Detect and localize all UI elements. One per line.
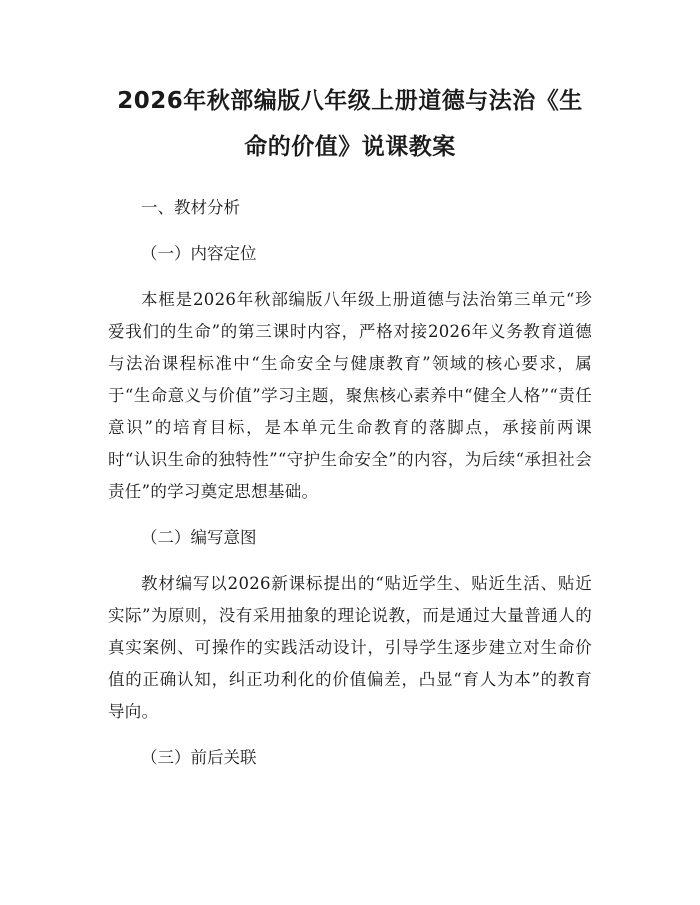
title-line-1: 2026年秋部编版八年级上册道德与法治《生 [117,88,583,114]
section-heading-textbook-analysis: 一、教材分析 [141,198,240,217]
paragraph-content-positioning: 本框是2026年秋部编版八年级上册道德与法治第三单元“珍爱我们的生命”的第三课时内容，严格对接2026年义务教育道德与法治课程标准中“生命安全与健康教育”领域的核心要求，属于“生命意义与价值”学习主题，聚焦核心素养中“健全人格”“责任意识”的培育目标，是本单元生命教育的落脚点，承接前两课时“认识生命的独特性”“守护生命安全”的内容，为后续“承担社会责任”的学习奠定思想基础。 [108,290,592,501]
paragraph-writing-intent: 教材编写以2026新课标提出的“贴近学生、贴近生活、贴近实际”为原则，没有采用抽象的理论说教，而是通过大量普通人的真实案例、可操作的实践活动设计，引导学生逐步建立对生命价值的正确认知，纠正功利化的价值偏差，凸显“育人为本”的教育导向。 [108,574,592,721]
subheading-content-positioning: （一）内容定位 [141,244,257,263]
title-line-2: 命的价值》说课教案 [244,134,456,160]
document-title [108,0,592,170]
subheading-writing-intent: （二）编写意图 [141,528,257,547]
subheading-connections: （三）前后关联 [141,748,257,767]
